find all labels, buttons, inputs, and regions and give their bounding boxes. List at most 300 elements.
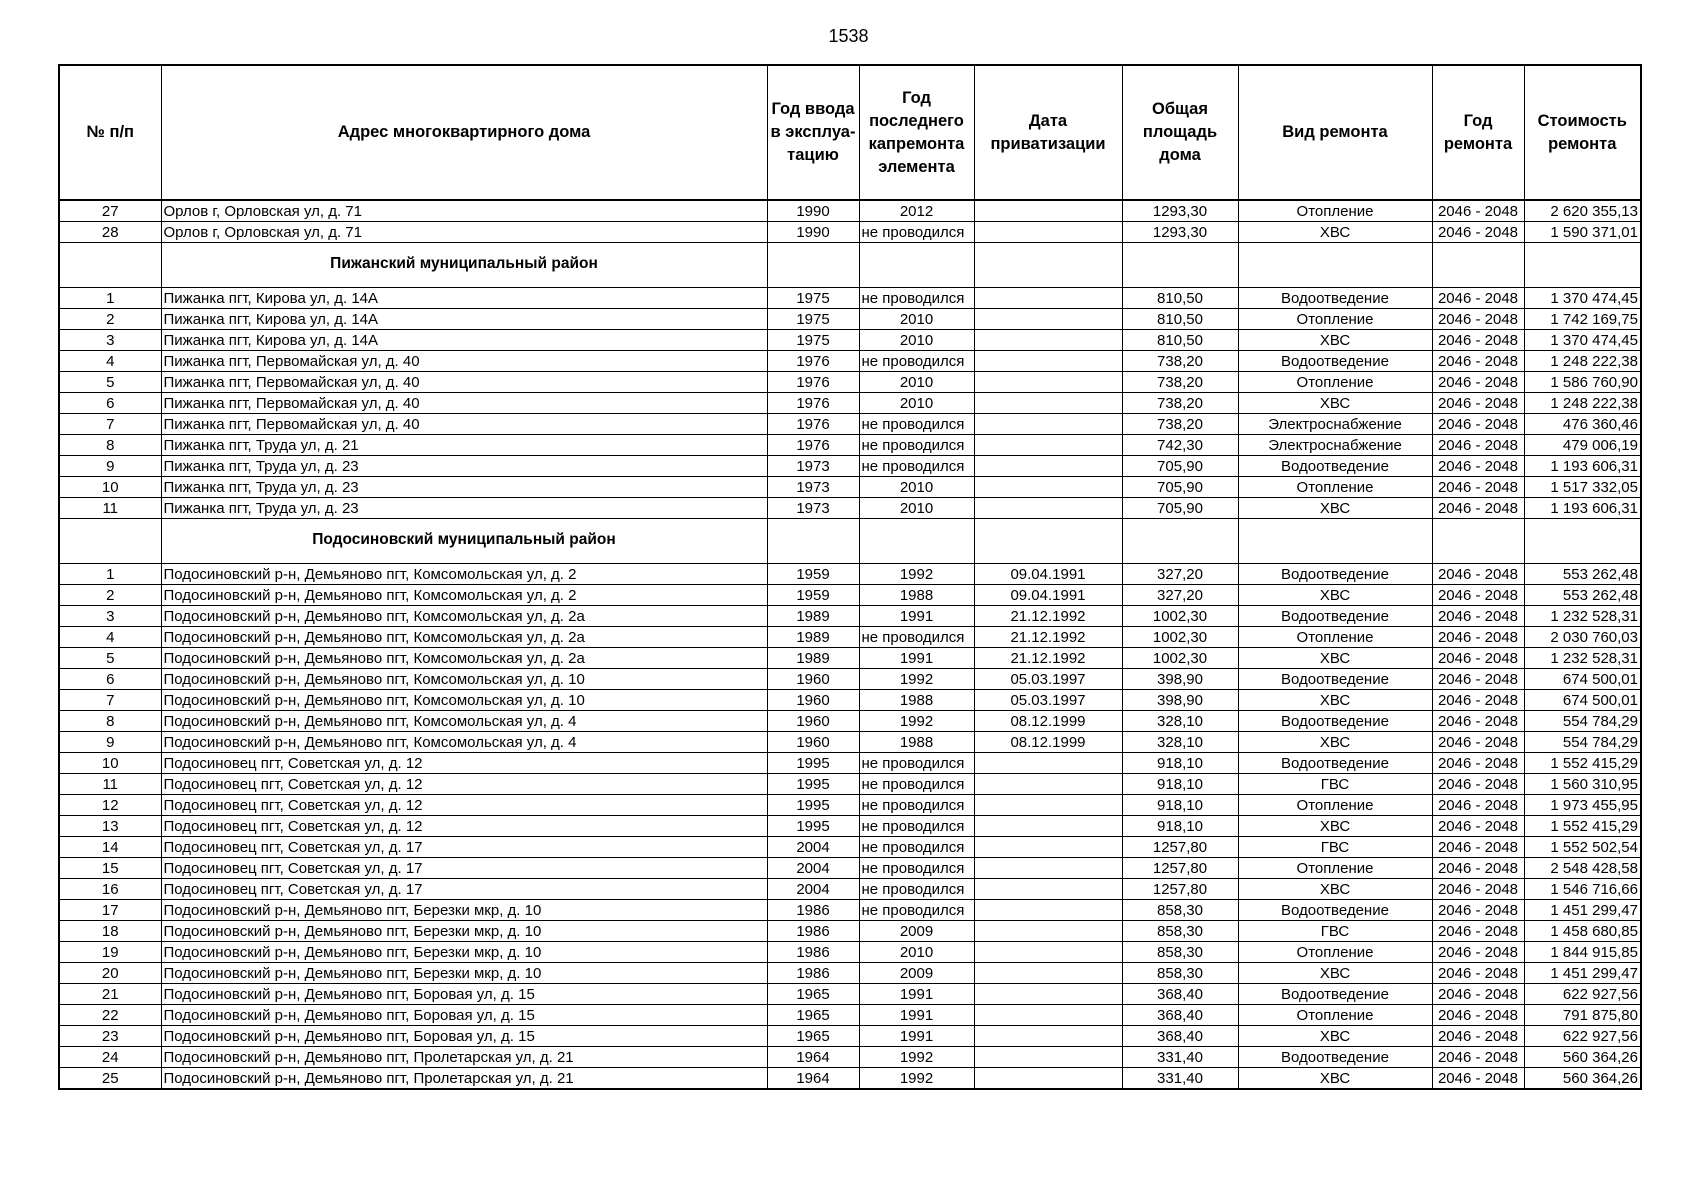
cell-year-built: 1995 [767, 774, 859, 795]
cell-num: 15 [59, 858, 161, 879]
cell-last-repair: не проводился [859, 837, 974, 858]
cell-cost: 479 006,19 [1524, 435, 1641, 456]
section-empty-cell [974, 519, 1122, 564]
cell-cost: 2 620 355,13 [1524, 200, 1641, 222]
table-row [59, 879, 1641, 900]
cell-address: Орлов г, Орловская ул, д. 71 [161, 200, 767, 222]
cell-last-repair: 1992 [859, 1047, 974, 1068]
table-row [59, 288, 1641, 309]
cell-privatization: 05.03.1997 [974, 690, 1122, 711]
cell-repair-year: 2046 - 2048 [1432, 942, 1524, 963]
cell-repair-type: Водоотведение [1238, 984, 1432, 1005]
cell-repair-year: 2046 - 2048 [1432, 456, 1524, 477]
cell-repair-year: 2046 - 2048 [1432, 414, 1524, 435]
cell-cost: 1 546 716,66 [1524, 879, 1641, 900]
table-row [59, 1068, 1641, 1090]
cell-address: Пижанка пгт, Первомайская ул, д. 40 [161, 393, 767, 414]
cell-area: 742,30 [1122, 435, 1238, 456]
cell-year-built: 1975 [767, 288, 859, 309]
cell-last-repair: 1988 [859, 690, 974, 711]
cell-cost: 1 370 474,45 [1524, 330, 1641, 351]
cell-year-built: 1976 [767, 435, 859, 456]
cell-privatization [974, 309, 1122, 330]
cell-repair-type: ХВС [1238, 648, 1432, 669]
section-empty-cell [1122, 243, 1238, 288]
cell-address: Подосиновский р-н, Демьяново пгт, Комсомольская ул, д. 2а [161, 606, 767, 627]
section-title: Пижанский муниципальный район [161, 243, 767, 288]
cell-repair-type: Отопление [1238, 1005, 1432, 1026]
cell-last-repair: 1991 [859, 648, 974, 669]
cell-repair-year: 2046 - 2048 [1432, 795, 1524, 816]
cell-repair-year: 2046 - 2048 [1432, 669, 1524, 690]
cell-last-repair: 2010 [859, 372, 974, 393]
cell-cost: 1 451 299,47 [1524, 900, 1641, 921]
cell-area: 1257,80 [1122, 879, 1238, 900]
cell-last-repair: 2010 [859, 309, 974, 330]
section-empty-cell [1432, 519, 1524, 564]
cell-address: Подосиновец пгт, Советская ул, д. 12 [161, 816, 767, 837]
cell-area: 331,40 [1122, 1047, 1238, 1068]
cell-year-built: 1965 [767, 1026, 859, 1047]
table-row [59, 921, 1641, 942]
section-empty-cell [1122, 519, 1238, 564]
table-row [59, 942, 1641, 963]
cell-privatization [974, 414, 1122, 435]
cell-last-repair: 1992 [859, 1068, 974, 1090]
cell-year-built: 1960 [767, 690, 859, 711]
cell-num: 1 [59, 288, 161, 309]
cell-num: 17 [59, 900, 161, 921]
cell-cost: 1 370 474,45 [1524, 288, 1641, 309]
table-row [59, 200, 1641, 222]
cell-repair-type: Отопление [1238, 627, 1432, 648]
cell-repair-year: 2046 - 2048 [1432, 1047, 1524, 1068]
cell-cost: 554 784,29 [1524, 711, 1641, 732]
cell-num: 7 [59, 690, 161, 711]
cell-area: 368,40 [1122, 984, 1238, 1005]
cell-year-built: 1989 [767, 627, 859, 648]
cell-last-repair: не проводился [859, 627, 974, 648]
cell-privatization [974, 753, 1122, 774]
cell-last-repair: 1988 [859, 732, 974, 753]
cell-repair-type: Водоотведение [1238, 456, 1432, 477]
cell-area: 368,40 [1122, 1005, 1238, 1026]
section-empty-cell [974, 243, 1122, 288]
header-address: Адрес многоквартирного дома [161, 65, 767, 200]
header-privatization: Дата приватизации [974, 65, 1122, 200]
cell-area: 918,10 [1122, 774, 1238, 795]
cell-privatization [974, 1026, 1122, 1047]
cell-address: Подосиновец пгт, Советская ул, д. 12 [161, 753, 767, 774]
cell-repair-year: 2046 - 2048 [1432, 1005, 1524, 1026]
cell-last-repair: 2010 [859, 330, 974, 351]
cell-repair-type: ХВС [1238, 498, 1432, 519]
cell-num: 23 [59, 1026, 161, 1047]
cell-year-built: 1995 [767, 795, 859, 816]
cell-last-repair: не проводился [859, 435, 974, 456]
cell-privatization [974, 942, 1122, 963]
cell-last-repair: не проводился [859, 351, 974, 372]
cell-num: 12 [59, 795, 161, 816]
page-number: 1538 [828, 26, 869, 46]
cell-privatization: 09.04.1991 [974, 585, 1122, 606]
cell-cost: 476 360,46 [1524, 414, 1641, 435]
header-num: № п/п [59, 65, 161, 200]
cell-last-repair: 2010 [859, 498, 974, 519]
cell-year-built: 1964 [767, 1047, 859, 1068]
cell-repair-type: Водоотведение [1238, 753, 1432, 774]
cell-address: Подосиновский р-н, Демьяново пгт, Пролетарская ул, д. 21 [161, 1047, 767, 1068]
cell-area: 918,10 [1122, 753, 1238, 774]
cell-num: 16 [59, 879, 161, 900]
cell-repair-type: Отопление [1238, 200, 1432, 222]
cell-address: Пижанка пгт, Кирова ул, д. 14А [161, 330, 767, 351]
cell-repair-type: Отопление [1238, 858, 1432, 879]
table-row [59, 732, 1641, 753]
cell-repair-type: ХВС [1238, 222, 1432, 243]
cell-year-built: 1989 [767, 648, 859, 669]
cell-num: 5 [59, 372, 161, 393]
cell-privatization [974, 921, 1122, 942]
cell-area: 398,90 [1122, 669, 1238, 690]
cell-repair-type: ХВС [1238, 393, 1432, 414]
cell-repair-year: 2046 - 2048 [1432, 900, 1524, 921]
table-row [59, 753, 1641, 774]
cell-year-built: 1965 [767, 1005, 859, 1026]
cell-privatization: 21.12.1992 [974, 648, 1122, 669]
table-row [59, 1047, 1641, 1068]
cell-num: 13 [59, 816, 161, 837]
cell-last-repair: 1992 [859, 564, 974, 585]
cell-address: Подосиновский р-н, Демьяново пгт, Комсомольская ул, д. 4 [161, 711, 767, 732]
header-repair-year: Год ремонта [1432, 65, 1524, 200]
cell-privatization [974, 456, 1122, 477]
cell-cost: 1 193 606,31 [1524, 498, 1641, 519]
cell-area: 331,40 [1122, 1068, 1238, 1090]
cell-repair-type: ХВС [1238, 963, 1432, 984]
table-row [59, 963, 1641, 984]
cell-repair-type: Водоотведение [1238, 351, 1432, 372]
cell-repair-year: 2046 - 2048 [1432, 858, 1524, 879]
cell-privatization [974, 1005, 1122, 1026]
cell-num: 10 [59, 477, 161, 498]
cell-area: 738,20 [1122, 414, 1238, 435]
cell-area: 918,10 [1122, 795, 1238, 816]
cell-repair-type: ХВС [1238, 585, 1432, 606]
cell-num: 9 [59, 732, 161, 753]
cell-address: Пижанка пгт, Труда ул, д. 23 [161, 477, 767, 498]
cell-area: 1002,30 [1122, 606, 1238, 627]
cell-cost: 1 458 680,85 [1524, 921, 1641, 942]
table-row [59, 435, 1641, 456]
section-empty-cell [1524, 519, 1641, 564]
cell-cost: 1 517 332,05 [1524, 477, 1641, 498]
cell-area: 810,50 [1122, 288, 1238, 309]
cell-cost: 1 586 760,90 [1524, 372, 1641, 393]
cell-repair-type: ХВС [1238, 879, 1432, 900]
cell-area: 738,20 [1122, 351, 1238, 372]
header-area: Общая площадь дома [1122, 65, 1238, 200]
cell-address: Подосиновец пгт, Советская ул, д. 17 [161, 858, 767, 879]
cell-repair-year: 2046 - 2048 [1432, 774, 1524, 795]
cell-address: Пижанка пгт, Труда ул, д. 23 [161, 498, 767, 519]
cell-num: 4 [59, 351, 161, 372]
cell-repair-year: 2046 - 2048 [1432, 585, 1524, 606]
cell-num: 18 [59, 921, 161, 942]
cell-area: 858,30 [1122, 963, 1238, 984]
cell-address: Подосиновец пгт, Советская ул, д. 17 [161, 879, 767, 900]
cell-privatization [974, 498, 1122, 519]
cell-privatization [974, 900, 1122, 921]
table-row [59, 816, 1641, 837]
cell-num: 9 [59, 456, 161, 477]
cell-repair-year: 2046 - 2048 [1432, 564, 1524, 585]
cell-privatization [974, 774, 1122, 795]
cell-repair-type: ГВС [1238, 774, 1432, 795]
cell-address: Пижанка пгт, Кирова ул, д. 14А [161, 288, 767, 309]
table-row [59, 372, 1641, 393]
cell-area: 327,20 [1122, 564, 1238, 585]
cell-year-built: 1976 [767, 414, 859, 435]
cell-cost: 553 262,48 [1524, 564, 1641, 585]
section-empty-cell [1238, 519, 1432, 564]
cell-year-built: 1964 [767, 1068, 859, 1090]
table-row [59, 606, 1641, 627]
cell-cost: 554 784,29 [1524, 732, 1641, 753]
cell-num: 8 [59, 711, 161, 732]
cell-area: 328,10 [1122, 732, 1238, 753]
cell-year-built: 1986 [767, 963, 859, 984]
cell-repair-type: ГВС [1238, 921, 1432, 942]
cell-num: 28 [59, 222, 161, 243]
cell-area: 1257,80 [1122, 858, 1238, 879]
table-row [59, 984, 1641, 1005]
cell-cost: 553 262,48 [1524, 585, 1641, 606]
cell-repair-year: 2046 - 2048 [1432, 1068, 1524, 1090]
table-row [59, 222, 1641, 243]
cell-area: 1002,30 [1122, 648, 1238, 669]
cell-repair-year: 2046 - 2048 [1432, 606, 1524, 627]
cell-area: 368,40 [1122, 1026, 1238, 1047]
header-repair-type: Вид ремонта [1238, 65, 1432, 200]
cell-area: 738,20 [1122, 372, 1238, 393]
cell-privatization [974, 330, 1122, 351]
cell-address: Пижанка пгт, Первомайская ул, д. 40 [161, 351, 767, 372]
cell-privatization [974, 1047, 1122, 1068]
cell-privatization [974, 288, 1122, 309]
cell-last-repair: 2010 [859, 393, 974, 414]
cell-cost: 1 193 606,31 [1524, 456, 1641, 477]
cell-last-repair: 1991 [859, 1026, 974, 1047]
cell-num: 27 [59, 200, 161, 222]
cell-num: 7 [59, 414, 161, 435]
cell-num: 14 [59, 837, 161, 858]
cell-area: 328,10 [1122, 711, 1238, 732]
cell-address: Подосиновский р-н, Демьяново пгт, Боровая ул, д. 15 [161, 1026, 767, 1047]
cell-privatization: 21.12.1992 [974, 627, 1122, 648]
cell-address: Пижанка пгт, Труда ул, д. 21 [161, 435, 767, 456]
cell-num: 25 [59, 1068, 161, 1090]
cell-repair-type: ХВС [1238, 1068, 1432, 1090]
cell-repair-type: Отопление [1238, 477, 1432, 498]
section-empty-cell [767, 519, 859, 564]
cell-address: Подосиновский р-н, Демьяново пгт, Комсомольская ул, д. 2 [161, 564, 767, 585]
cell-num: 11 [59, 498, 161, 519]
table-body [59, 200, 1641, 1089]
cell-num: 1 [59, 564, 161, 585]
cell-repair-type: Отопление [1238, 309, 1432, 330]
table-row [59, 690, 1641, 711]
table-row [59, 351, 1641, 372]
cell-num: 19 [59, 942, 161, 963]
cell-area: 327,20 [1122, 585, 1238, 606]
cell-num: 5 [59, 648, 161, 669]
cell-repair-type: Водоотведение [1238, 564, 1432, 585]
cell-cost: 791 875,80 [1524, 1005, 1641, 1026]
cell-repair-year: 2046 - 2048 [1432, 627, 1524, 648]
cell-address: Подосиновский р-н, Демьяново пгт, Березки мкр, д. 10 [161, 963, 767, 984]
cell-privatization [974, 795, 1122, 816]
cell-repair-year: 2046 - 2048 [1432, 921, 1524, 942]
cell-area: 705,90 [1122, 456, 1238, 477]
cell-year-built: 1959 [767, 585, 859, 606]
cell-address: Подосиновский р-н, Демьяново пгт, Комсомольская ул, д. 10 [161, 690, 767, 711]
section-empty-cell [59, 519, 161, 564]
cell-num: 22 [59, 1005, 161, 1026]
cell-num: 21 [59, 984, 161, 1005]
cell-repair-type: Водоотведение [1238, 606, 1432, 627]
cell-year-built: 1960 [767, 711, 859, 732]
cell-repair-year: 2046 - 2048 [1432, 648, 1524, 669]
cell-privatization: 21.12.1992 [974, 606, 1122, 627]
cell-area: 918,10 [1122, 816, 1238, 837]
cell-repair-type: Отопление [1238, 942, 1432, 963]
cell-repair-year: 2046 - 2048 [1432, 222, 1524, 243]
cell-cost: 1 973 455,95 [1524, 795, 1641, 816]
cell-area: 810,50 [1122, 330, 1238, 351]
cell-last-repair: 2009 [859, 921, 974, 942]
table-row [59, 627, 1641, 648]
cell-num: 10 [59, 753, 161, 774]
cell-privatization [974, 816, 1122, 837]
cell-area: 705,90 [1122, 498, 1238, 519]
table-row [59, 1005, 1641, 1026]
cell-year-built: 1989 [767, 606, 859, 627]
cell-cost: 622 927,56 [1524, 984, 1641, 1005]
cell-address: Подосиновец пгт, Советская ул, д. 12 [161, 795, 767, 816]
cell-cost: 674 500,01 [1524, 669, 1641, 690]
cell-repair-year: 2046 - 2048 [1432, 816, 1524, 837]
cell-year-built: 1990 [767, 200, 859, 222]
cell-num: 20 [59, 963, 161, 984]
cell-repair-year: 2046 - 2048 [1432, 372, 1524, 393]
cell-cost: 674 500,01 [1524, 690, 1641, 711]
section-empty-cell [1432, 243, 1524, 288]
repair-table [58, 64, 1642, 1090]
cell-year-built: 2004 [767, 858, 859, 879]
cell-year-built: 1973 [767, 477, 859, 498]
cell-repair-year: 2046 - 2048 [1432, 477, 1524, 498]
table-row [59, 414, 1641, 435]
cell-last-repair: не проводился [859, 816, 974, 837]
table-row [59, 837, 1641, 858]
cell-address: Подосиновский р-н, Демьяново пгт, Комсомольская ул, д. 4 [161, 732, 767, 753]
cell-repair-year: 2046 - 2048 [1432, 498, 1524, 519]
table-row [59, 774, 1641, 795]
cell-address: Подосиновский р-н, Демьяново пгт, Березки мкр, д. 10 [161, 900, 767, 921]
table-row [59, 858, 1641, 879]
section-empty-cell [59, 243, 161, 288]
cell-area: 858,30 [1122, 900, 1238, 921]
table-header-row [59, 65, 1641, 200]
cell-cost: 2 030 760,03 [1524, 627, 1641, 648]
cell-repair-year: 2046 - 2048 [1432, 732, 1524, 753]
section-row [59, 519, 1641, 564]
cell-privatization [974, 372, 1122, 393]
cell-cost: 1 248 222,38 [1524, 351, 1641, 372]
cell-year-built: 2004 [767, 837, 859, 858]
cell-address: Пижанка пгт, Первомайская ул, д. 40 [161, 414, 767, 435]
cell-repair-year: 2046 - 2048 [1432, 393, 1524, 414]
cell-address: Подосиновский р-н, Демьяново пгт, Комсомольская ул, д. 10 [161, 669, 767, 690]
cell-last-repair: 1991 [859, 606, 974, 627]
cell-repair-type: ХВС [1238, 732, 1432, 753]
cell-address: Орлов г, Орловская ул, д. 71 [161, 222, 767, 243]
cell-address: Подосиновский р-н, Демьяново пгт, Боровая ул, д. 15 [161, 1005, 767, 1026]
cell-address: Подосиновец пгт, Советская ул, д. 12 [161, 774, 767, 795]
cell-privatization: 05.03.1997 [974, 669, 1122, 690]
cell-year-built: 1990 [767, 222, 859, 243]
cell-cost: 1 232 528,31 [1524, 606, 1641, 627]
cell-repair-type: Водоотведение [1238, 288, 1432, 309]
cell-address: Подосиновец пгт, Советская ул, д. 17 [161, 837, 767, 858]
cell-repair-year: 2046 - 2048 [1432, 200, 1524, 222]
cell-area: 1257,80 [1122, 837, 1238, 858]
table-row [59, 456, 1641, 477]
cell-privatization [974, 477, 1122, 498]
cell-cost: 1 451 299,47 [1524, 963, 1641, 984]
cell-last-repair: не проводился [859, 858, 974, 879]
table-row [59, 309, 1641, 330]
cell-num: 11 [59, 774, 161, 795]
table-row [59, 564, 1641, 585]
cell-area: 810,50 [1122, 309, 1238, 330]
table-row [59, 648, 1641, 669]
table-row [59, 498, 1641, 519]
cell-year-built: 1995 [767, 753, 859, 774]
cell-address: Подосиновский р-н, Демьяново пгт, Комсомольская ул, д. 2 [161, 585, 767, 606]
cell-cost: 1 560 310,95 [1524, 774, 1641, 795]
cell-cost: 560 364,26 [1524, 1068, 1641, 1090]
cell-repair-year: 2046 - 2048 [1432, 963, 1524, 984]
cell-num: 24 [59, 1047, 161, 1068]
cell-area: 858,30 [1122, 921, 1238, 942]
cell-repair-year: 2046 - 2048 [1432, 690, 1524, 711]
cell-repair-year: 2046 - 2048 [1432, 288, 1524, 309]
table-row [59, 477, 1641, 498]
table-row [59, 669, 1641, 690]
cell-year-built: 1975 [767, 309, 859, 330]
cell-privatization [974, 435, 1122, 456]
section-title: Подосиновский муниципальный район [161, 519, 767, 564]
cell-repair-type: ГВС [1238, 837, 1432, 858]
cell-last-repair: 1991 [859, 1005, 974, 1026]
cell-address: Подосиновский р-н, Демьяново пгт, Березки мкр, д. 10 [161, 921, 767, 942]
cell-year-built: 1986 [767, 900, 859, 921]
cell-privatization [974, 351, 1122, 372]
cell-last-repair: 2012 [859, 200, 974, 222]
cell-year-built: 1973 [767, 456, 859, 477]
